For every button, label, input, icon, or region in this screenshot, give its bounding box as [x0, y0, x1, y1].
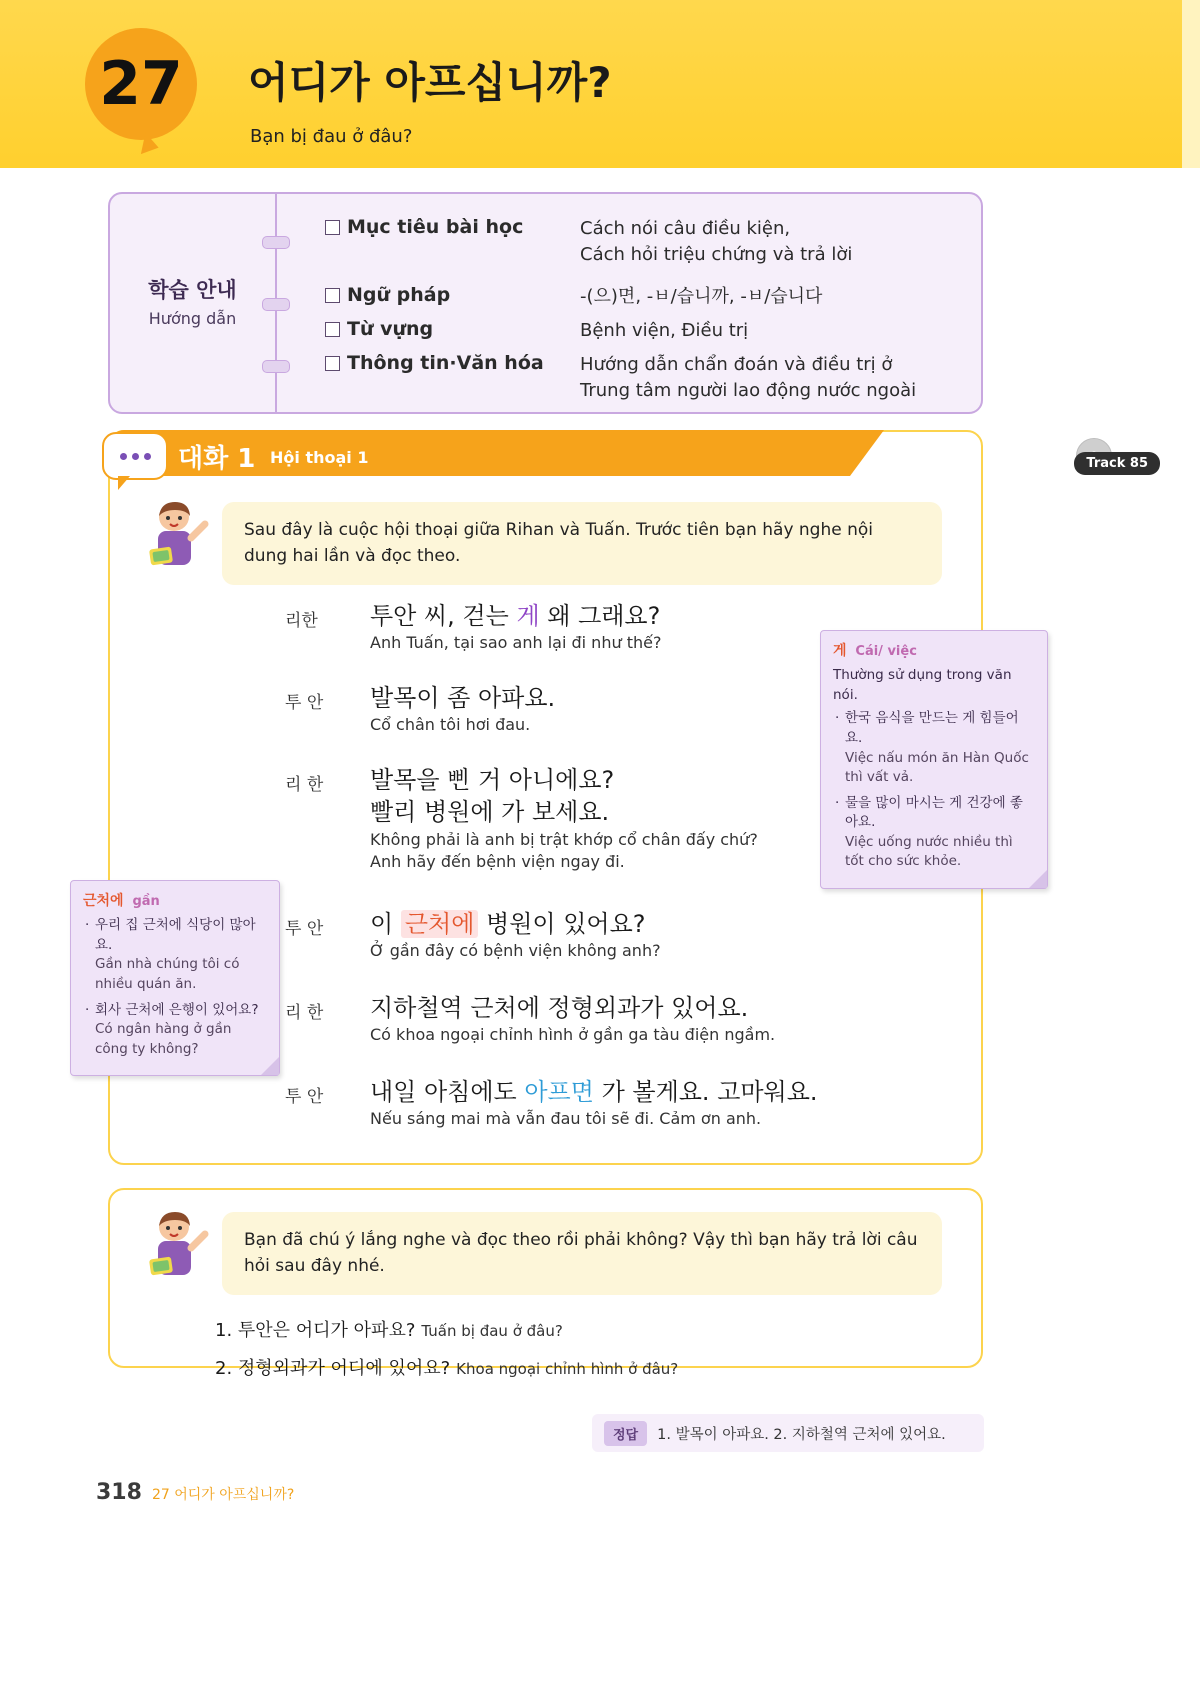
dialog-korean: 발목을 삔 거 아니에요?	[370, 766, 615, 794]
dialog-korean-post: 왜 그래요?	[539, 602, 661, 630]
question-list	[215, 1316, 678, 1392]
binder-ring-icon	[262, 360, 290, 373]
teacher-illustration	[140, 500, 212, 578]
dialog-speaker: 투 안	[285, 1087, 324, 1107]
dialog-speaker: 리 한	[285, 775, 324, 795]
guide-row-label	[325, 284, 580, 306]
dialog-korean-line2: 빨리 병원에 가 보세요.	[370, 798, 610, 827]
grammar-note-example-vi: Việc nấu món ăn Hàn Quốc thì vất vả.	[845, 749, 1029, 786]
question-instruction: Bạn đã chú ý lắng nghe và đọc theo rồi phải không? Vậy thì bạn hãy trả lời câu hỏi sau đây nhé.	[222, 1212, 942, 1295]
dialog-korean-post: 가 볼게요. 고마워요.	[593, 1078, 818, 1106]
guide-row-label	[325, 216, 580, 238]
guide-row-value	[580, 216, 852, 268]
dialog-vietnamese: Ở gần đây có bệnh viện không anh?	[370, 941, 661, 961]
page-header	[0, 0, 1200, 168]
dialog-korean	[370, 908, 1140, 940]
guide-row-value-line1: -(으)면, -ㅂ/습니까, -ㅂ/습니다	[580, 286, 823, 308]
guide-row-value	[580, 352, 916, 404]
question-item-ko: 2. 정형외과가 어디에 있어요?	[215, 1358, 451, 1379]
checkbox-icon	[325, 322, 340, 337]
grammar-note-geuncheo	[70, 880, 280, 1076]
dialog-korean	[370, 600, 1140, 632]
lesson-number-badge	[85, 28, 197, 140]
guide-row-label	[325, 352, 580, 374]
grammar-note-example	[95, 916, 267, 994]
dialog-korean-highlight: 게	[516, 602, 540, 630]
dialog-speaker: 투 안	[285, 693, 324, 713]
guide-row-value-line1: Cách nói câu điều kiện,	[580, 218, 791, 239]
guide-row-label-text: Từ vựng	[347, 318, 434, 341]
guide-row-value	[580, 318, 748, 344]
guide-row-label-text: Mục tiêu bài học	[347, 216, 524, 238]
guide-row-value	[580, 284, 822, 310]
answer-key	[592, 1414, 984, 1452]
grammar-note-example-ko: · 우리 집 근처에 식당이 많아요.	[95, 917, 256, 953]
grammar-note-ge	[820, 630, 1048, 889]
study-guide-label	[110, 194, 277, 412]
question-item	[215, 1354, 678, 1380]
audio-track-badge[interactable]: Track 85	[1074, 452, 1160, 475]
lesson-number: 27	[99, 49, 183, 119]
grammar-note-term: 근처에	[83, 893, 124, 909]
grammar-note-example-vi: Gần nhà chúng tôi có nhiều quán ăn.	[95, 956, 240, 992]
dialog-vietnamese-line2: Anh hãy đến bệnh viện ngay đi.	[370, 852, 625, 872]
dialog-korean-pre: 내일 아침에도	[370, 1078, 525, 1106]
dialog-speaker: 리 한	[285, 1003, 324, 1023]
dialog-vietnamese: Cổ chân tôi hơi đau.	[370, 715, 531, 735]
dialog-vietnamese: Có khoa ngoại chỉnh hình ở gần ga tàu điện ngầm.	[370, 1025, 776, 1045]
guide-row-label	[325, 318, 580, 340]
dialog-title-korean: 대화 1	[178, 444, 256, 474]
guide-row-label-text: Ngữ pháp	[347, 284, 451, 307]
grammar-note-example	[845, 794, 1035, 872]
dialog-korean-pre: 이	[370, 910, 401, 938]
answer-badge: 정답	[604, 1421, 647, 1446]
grammar-note-header	[833, 641, 1035, 661]
dialog-instruction: Sau đây là cuộc hội thoại giữa Rihan và Tuấn. Trước tiên bạn hãy nghe nội dung hai lần và đọc theo.	[222, 502, 942, 585]
dialog-speaker: 투 안	[285, 919, 324, 939]
grammar-note-meaning: Cái/ việc	[855, 644, 917, 659]
grammar-note-desc: Thường sử dụng trong văn nói.	[833, 667, 1012, 703]
guide-row	[325, 284, 981, 310]
question-item-vi: Tuấn bị đau ở đâu?	[421, 1322, 563, 1340]
question-item-ko: 1. 투안은 어디가 아파요?	[215, 1320, 416, 1341]
grammar-note-example	[845, 709, 1035, 787]
page-title-korean: 어디가 아프십니까?	[248, 58, 612, 107]
guide-row	[325, 216, 981, 268]
grammar-note-header	[83, 891, 267, 911]
dialog-speaker: 리한	[285, 611, 318, 631]
grammar-note-example-vi: Việc uống nước nhiều thì tốt cho sức khỏe.	[845, 833, 1013, 870]
guide-row-value-line2: Cách hỏi triệu chứng và trả lời	[580, 244, 853, 266]
dialog-korean-post: 병원이 있어요?	[478, 910, 646, 938]
grammar-note-term: 게	[833, 643, 847, 659]
checkbox-icon	[325, 220, 340, 235]
header-accent-strip	[1182, 0, 1200, 168]
study-guide-box	[108, 192, 983, 414]
page-number: 318	[96, 1480, 142, 1505]
dialog-korean-pre: 투안 씨, 걷는	[370, 602, 517, 630]
study-guide-label-vi: Hướng dẫn	[148, 308, 237, 328]
study-guide-label-ko: 학습 안내	[148, 277, 237, 302]
page-footer	[96, 1480, 294, 1505]
checkbox-icon	[325, 356, 340, 371]
dialog-korean	[370, 1076, 1140, 1108]
dialog-korean: 지하철역 근처에 정형외과가 있어요.	[370, 994, 749, 1022]
dialog-vietnamese: Nếu sáng mai mà vẫn đau tôi sẽ đi. Cảm ơn anh.	[370, 1109, 762, 1129]
question-item-vi: Khoa ngoại chỉnh hình ở đâu?	[456, 1360, 679, 1378]
dialog-vietnamese: Anh Tuấn, tại sao anh lại đi như thế?	[370, 633, 662, 653]
study-guide-rows	[277, 194, 981, 412]
dialog-korean: 발목이 좀 아파요.	[370, 684, 556, 712]
guide-row-label-text: Thông tin·Văn hóa	[347, 352, 544, 375]
dialog-title-vietnamese: Hội thoại 1	[270, 448, 369, 467]
footer-title: 27 어디가 아프십니까?	[151, 1487, 295, 1503]
binder-ring-icon	[262, 236, 290, 249]
guide-row	[325, 352, 981, 404]
grammar-note-example	[95, 1001, 267, 1060]
grammar-note-meaning: gần	[132, 894, 160, 909]
dialog-korean-highlight: 근처에	[401, 910, 479, 938]
speech-bubble-icon	[102, 432, 168, 480]
page-title-vietnamese: Bạn bị đau ở đâu?	[250, 126, 413, 147]
dialog-vietnamese: Không phải là anh bị trật khớp cổ chân đấy chứ?	[370, 829, 758, 849]
dialog-line	[0, 1076, 1200, 1142]
answer-text: 1. 발목이 아파요. 2. 지하철역 근처에 있어요.	[657, 1426, 946, 1443]
grammar-note-example-vi: Có ngân hàng ở gần công ty không?	[95, 1021, 232, 1057]
guide-row-value-line1: Hướng dẫn chẩn đoán và điều trị ở	[580, 354, 893, 376]
grammar-note-example-ko: · 회사 근처에 은행이 있어요?	[95, 1001, 259, 1018]
dialog-korean-highlight: 아프면	[524, 1078, 594, 1106]
teacher-illustration	[140, 1210, 212, 1288]
guide-row-value-line2: Trung tâm người lao động nước ngoài	[580, 380, 917, 402]
grammar-note-example-ko: · 한국 음식을 만드는 게 힘들어요.	[845, 710, 1019, 746]
grammar-note-example-ko: · 물을 많이 마시는 게 건강에 좋아요.	[845, 794, 1023, 831]
guide-row-value-line1: Bệnh viện, Điều trị	[580, 320, 749, 342]
guide-row	[325, 318, 981, 344]
binder-ring-icon	[262, 298, 290, 311]
checkbox-icon	[325, 288, 340, 303]
question-item	[215, 1316, 678, 1342]
